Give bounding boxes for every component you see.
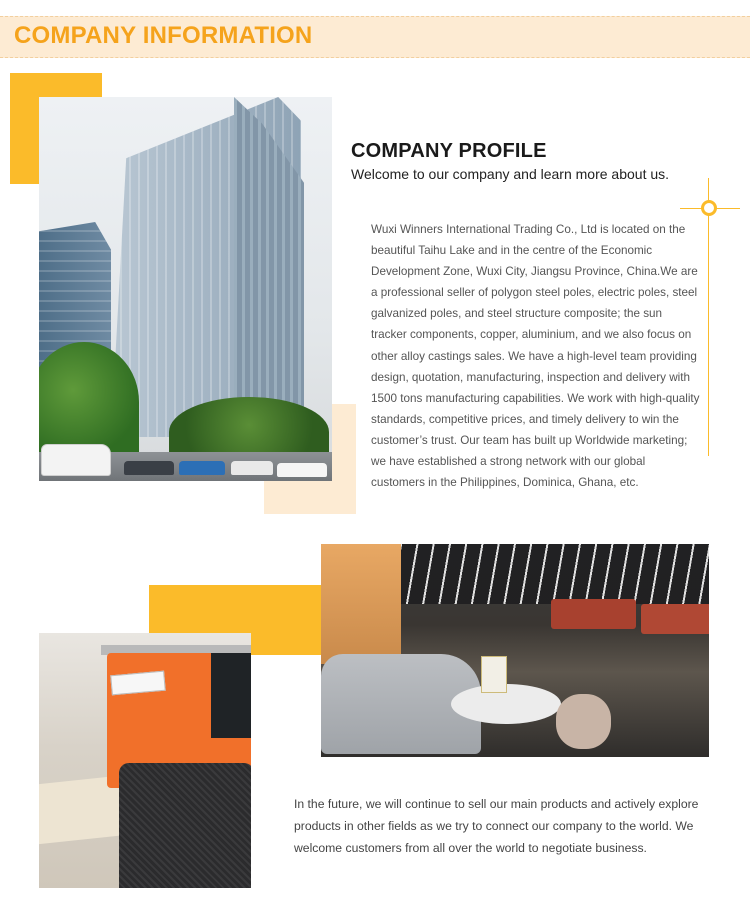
red-sofa — [641, 604, 709, 634]
car — [124, 461, 174, 475]
office-desk-photo — [39, 633, 251, 888]
company-profile-subheading: Welcome to our company and learn more about us. — [351, 166, 670, 182]
car — [231, 461, 273, 475]
future-plans-text: In the future, we will continue to sell our main products and actively explore products in other fields as we try to connect our company to the world. We welcome customers from all over the world to negotiate business. — [294, 797, 699, 855]
office-lobby-photo — [321, 544, 709, 757]
company-profile-heading: COMPANY PROFILE — [351, 140, 547, 162]
office-chair — [119, 763, 251, 888]
car — [277, 463, 327, 477]
stool — [556, 694, 611, 749]
company-profile-body: Wuxi Winners International Trading Co., Ltd is located on the beautiful Taihu Lake and in the centre of the Economic Development Zone, Wuxi City, Jiangsu Province, China.We are a professional seller of polygon steel poles, electric poles, steel galvanized poles, and steel structure composite; the sun tracker components, copper, aluminium, and we also focus on other alloy castings sales. We have a high-level team providing design, quotation, manufacturing, inspection and delivery with 1500 tons manufacturing capabilities. We work with high-quality standards, competitive prices, and timely delivery to win the customer’s trust. Our team has built up Worldwide marketing; we have established a strong network with our global customers in the Philippines, Dominica, Ghana, etc. — [371, 223, 700, 490]
lobby-wall — [321, 544, 401, 664]
office-building-photo — [39, 97, 332, 481]
monitor — [211, 653, 251, 738]
page-title: COMPANY INFORMATION — [14, 22, 313, 49]
decor-ring-icon — [701, 200, 717, 216]
white-van — [41, 444, 111, 476]
car — [179, 461, 225, 475]
red-sofa — [551, 599, 636, 629]
trophy — [481, 656, 507, 693]
decor-vertical-line — [708, 178, 709, 456]
